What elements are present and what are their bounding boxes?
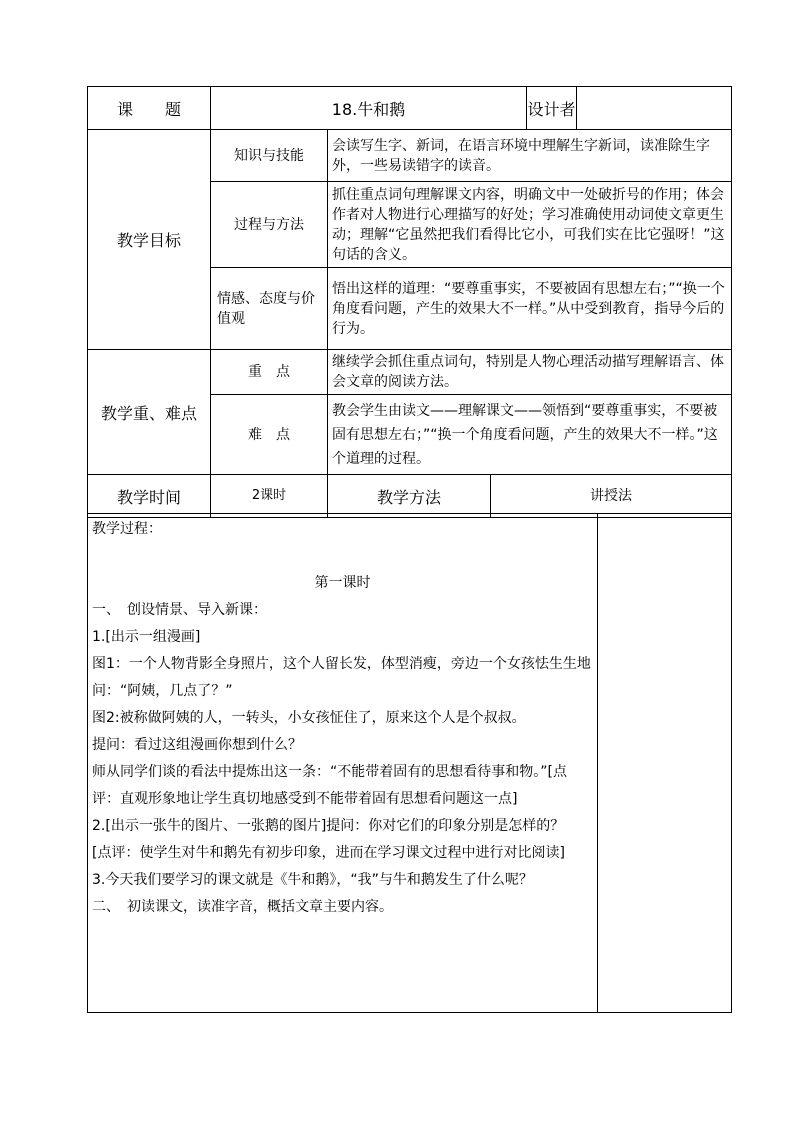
lesson-title: 18.牛和鹅 xyxy=(211,87,527,130)
difficult-point-text: 教会学生由读文——理解课文——领悟到“要尊重事实，不要被固有思想左右；”“换一个角度看问题，产生的效果大不一样。”这个道理的过程。 xyxy=(328,395,732,475)
session-title: 第一课时 xyxy=(314,575,371,591)
process-line: 3.今天我们要学习的课文就是《牛和鹅》，“我”与牛和鹅发生了什么呢？ xyxy=(92,872,533,888)
designer-value xyxy=(577,87,732,130)
process-cell xyxy=(88,514,598,1013)
goals-label: 教学目标 xyxy=(88,130,211,350)
process-line: 2.[出示一张牛的图片、一张鹅的图片]提问：你对它们的印象分别是怎样的？ xyxy=(92,818,565,834)
goal-label-knowledge: 知识与技能 xyxy=(211,130,328,182)
goal-text-attitude: 悟出这样的道理：“要尊重事实，不要被固有思想左右；”“换一个角度看问题，产生的效果大不一样。”从中受到教育，指导今后的行为。 xyxy=(328,268,732,350)
subject-label: 课 题 xyxy=(88,87,211,130)
key-point-text: 继续学会抓住重点词句，特别是人物心理活动描写理解语言、体会文章的阅读方法。 xyxy=(328,350,732,395)
method-label: 教学方法 xyxy=(328,475,491,518)
notes-cell xyxy=(598,514,732,1013)
focus-label: 教学重、难点 xyxy=(88,350,211,475)
goal-text-process: 抓住重点词句理解课文内容，明确文中一处破折号的作用；体会作者对人物进行心理描写的好处；学习准确使用动词使文章更生动；理解“它虽然把我们看得比它小，可我们实在比它强呀！”这句话的含义。 xyxy=(328,182,732,268)
goal-text-knowledge: 会读写生字、新词，在语言环境中理解生字新词，读准除生字外，一些易读错字的读音。 xyxy=(328,130,732,182)
process-line: 师从同学们谈的看法中提炼出这一条：“不能带着固有的思想看待事和物。”[点评：直观形象地让学生真切地感受到不能带着固有思想看问题这一点] xyxy=(92,764,567,807)
key-point-label: 重 点 xyxy=(211,350,328,395)
method-value: 讲授法 xyxy=(491,475,732,518)
process-line: 1.[出示一组漫画] xyxy=(92,629,201,645)
goal-label-process: 过程与方法 xyxy=(211,182,328,268)
designer-label: 设计者 xyxy=(527,87,577,130)
process-line: 一、 创设情景、导入新课： xyxy=(92,602,267,618)
process-heading: 教学过程： xyxy=(92,521,162,537)
process-line: 提问：看过这组漫画你想到什么？ xyxy=(92,737,302,753)
teaching-process-table xyxy=(87,513,732,1013)
process-line: [点评：使学生对牛和鹅先有初步印象，进而在学习课文过程中进行对比阅读] xyxy=(92,845,565,861)
process-line: 图1：一个人物背影全身照片，这个人留长发，体型消瘦，旁边一个女孩怯生生地问：“阿姨，几点了？” xyxy=(92,656,591,699)
goal-label-attitude: 情感、态度与价值观 xyxy=(211,268,328,350)
process-line: 图2:被称做阿姨的人，一转头，小女孩怔住了，原来这个人是个叔叔。 xyxy=(92,710,526,726)
lesson-info-table xyxy=(87,86,732,518)
time-label: 教学时间 xyxy=(88,475,211,518)
spacer xyxy=(92,543,593,570)
difficult-point-label: 难 点 xyxy=(211,395,328,475)
process-line: 二、 初读课文，读准字音，概括文章主要内容。 xyxy=(92,899,393,915)
time-value: 2课时 xyxy=(211,475,328,518)
